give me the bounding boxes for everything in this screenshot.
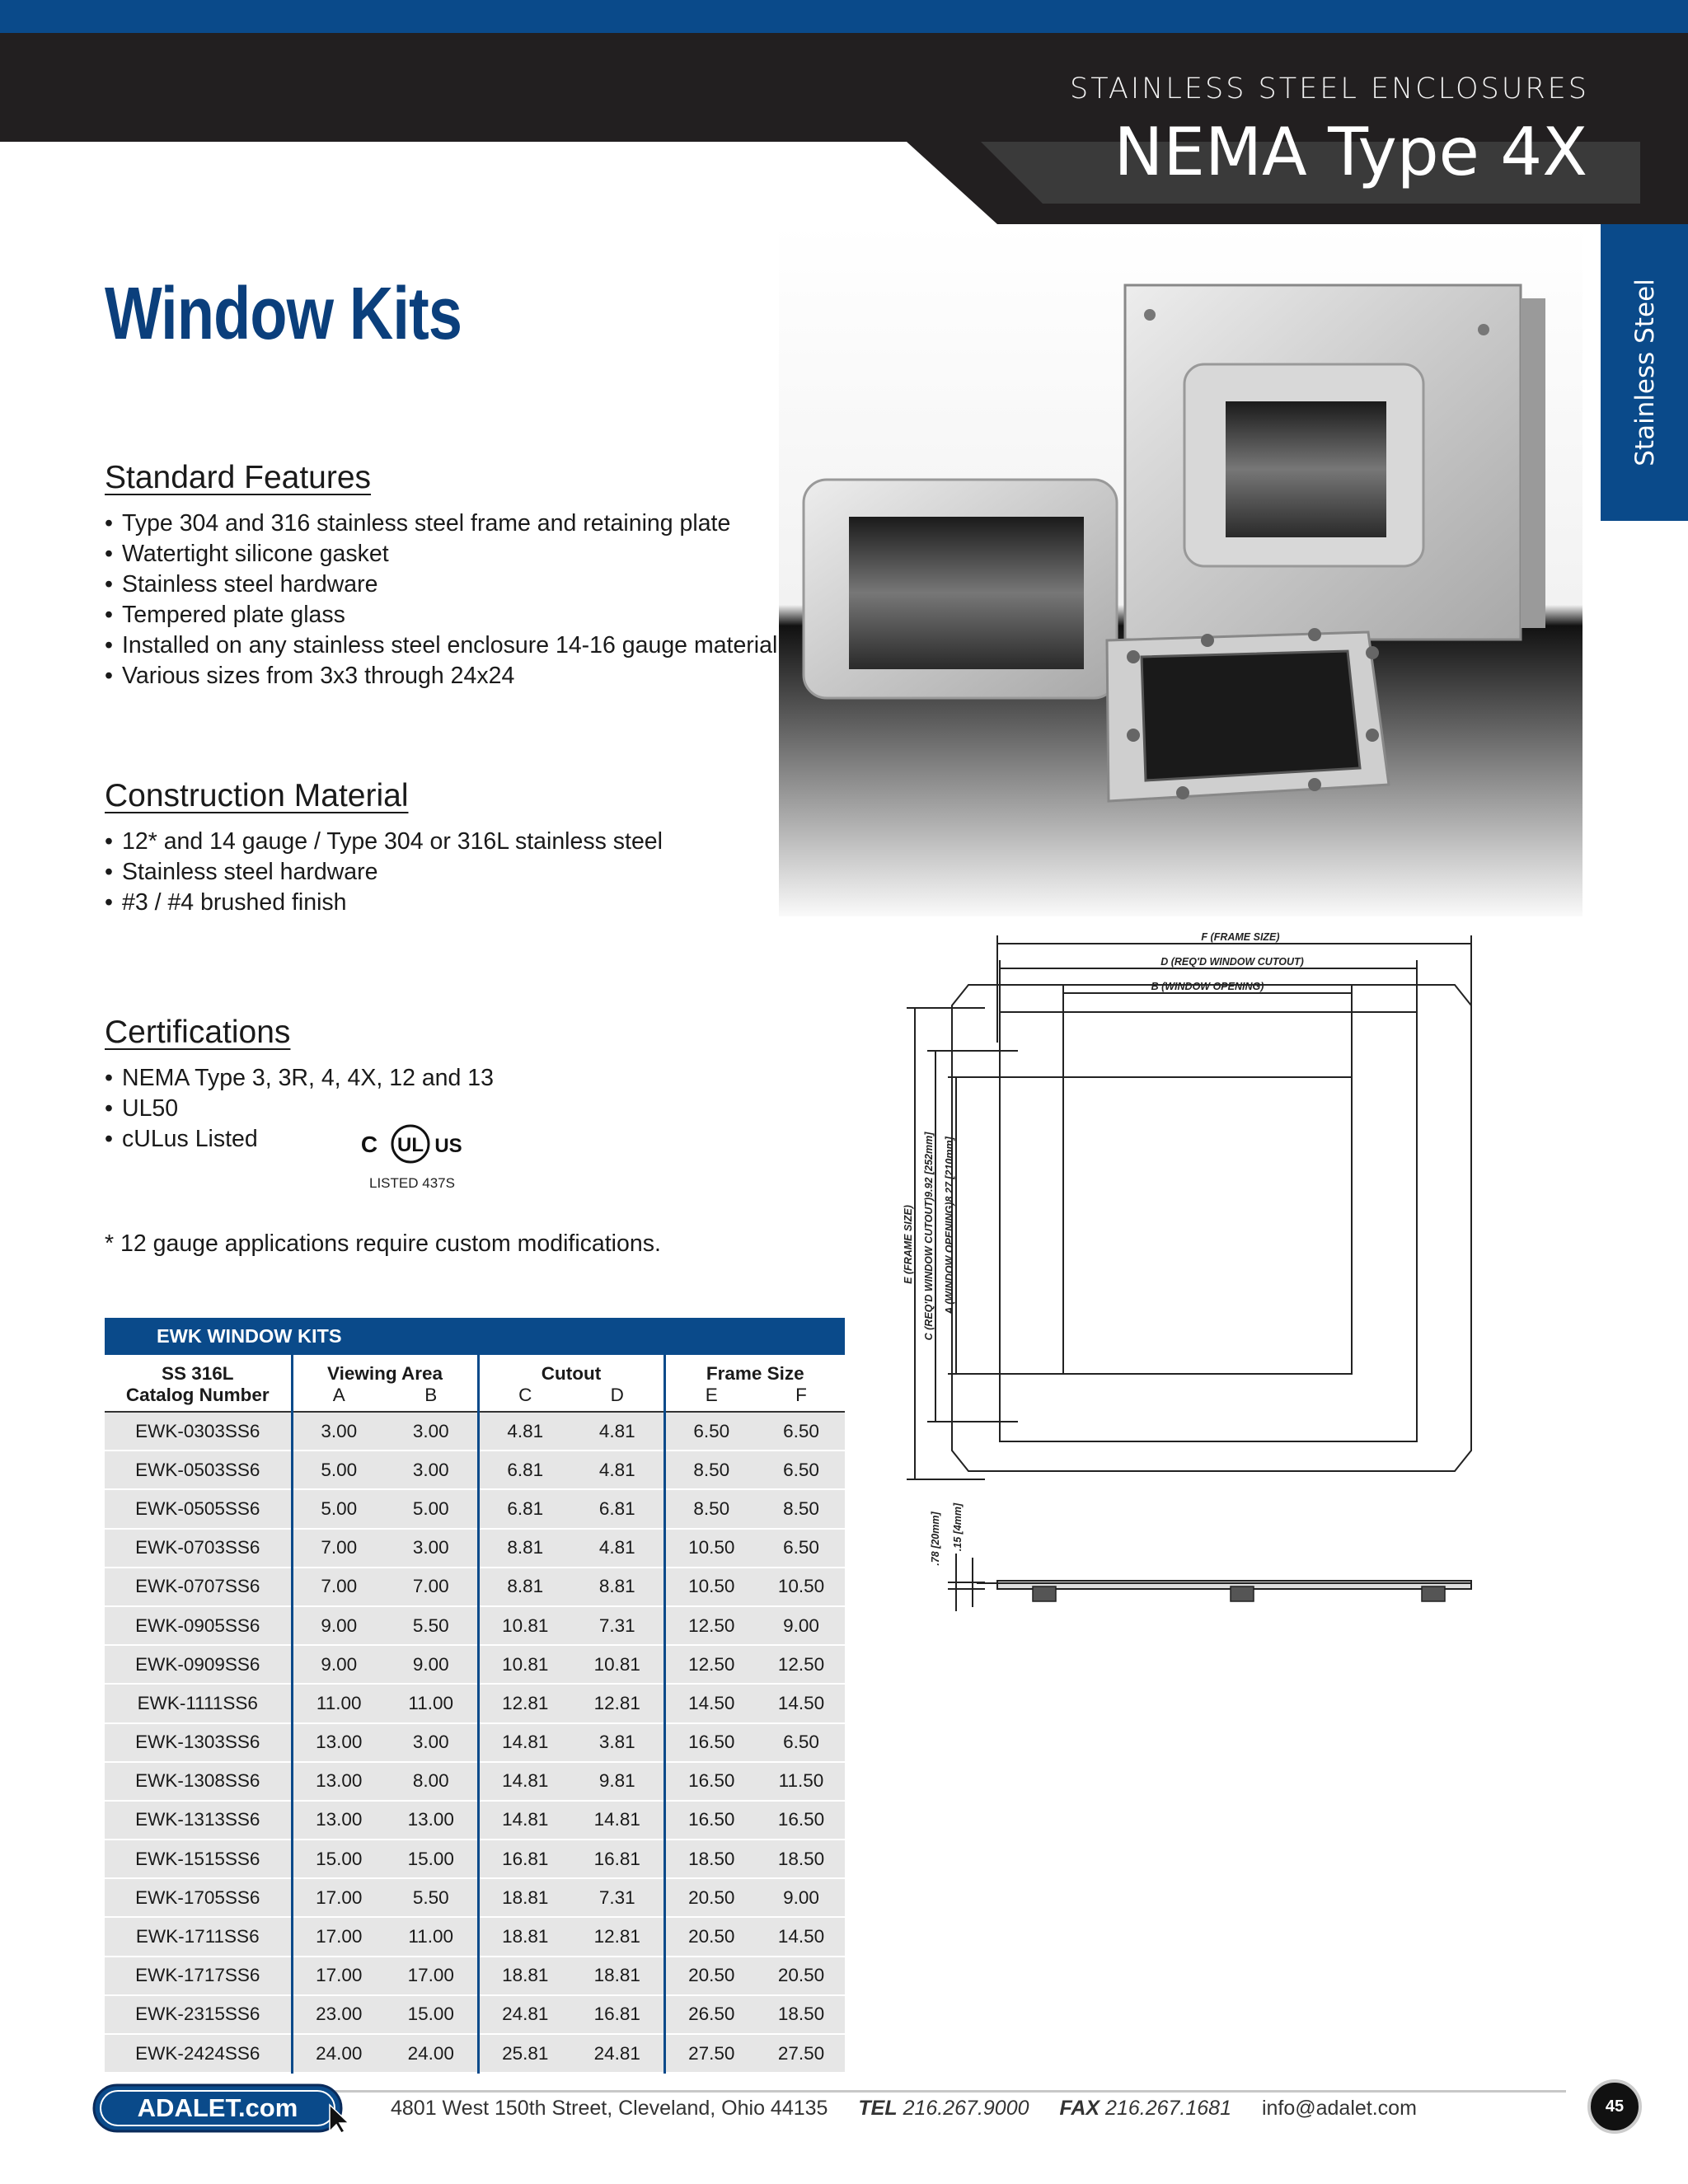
table-cell: 13.00: [292, 1801, 385, 1840]
table-cell: 3.00: [385, 1529, 478, 1568]
svg-text:.78 [20mm]: .78 [20mm]: [930, 1511, 941, 1566]
catalog-number-cell: EWK-0707SS6: [105, 1568, 292, 1606]
table-cell: 10.81: [571, 1645, 664, 1684]
standard-features-list: [105, 509, 777, 691]
table-cell: 4.81: [571, 1529, 664, 1568]
table-cell: 13.00: [292, 1723, 385, 1762]
table-cell: 5.00: [292, 1489, 385, 1528]
table-cell: 8.81: [478, 1568, 571, 1606]
window-kit-product-photo: [779, 224, 1582, 916]
table-cell: 20.50: [664, 1917, 757, 1956]
table-cell: 18.50: [664, 1840, 757, 1878]
table-cell: 24.81: [571, 2034, 664, 2073]
table-cell: 24.00: [385, 2034, 478, 2073]
table-cell: 7.00: [292, 1568, 385, 1606]
table-cell: 10.81: [478, 1606, 571, 1645]
page-title: Window Kits: [105, 273, 462, 355]
footer-contact: [391, 2097, 1417, 2121]
column-group-header: Viewing Area: [292, 1355, 478, 1385]
list-item: • Type 304 and 316 stainless steel frame and retaining plate: [105, 509, 777, 539]
window-kit-dimension-drawing: [894, 927, 1500, 1619]
top-accent-bar: [0, 0, 1688, 33]
list-item: • Installed on any stainless steel enclosure 14-16 gauge material: [105, 630, 777, 661]
construction-material-heading: Construction Material: [105, 778, 409, 813]
catalog-number-cell: EWK-2315SS6: [105, 1995, 292, 2034]
table-cell: 8.50: [664, 1451, 757, 1489]
catalog-number-cell: EWK-0905SS6: [105, 1606, 292, 1645]
catalog-number-cell: EWK-0909SS6: [105, 1645, 292, 1684]
table-cell: 10.81: [478, 1645, 571, 1684]
list-item: • Stainless steel hardware: [105, 857, 663, 888]
table-cell: 11.00: [292, 1684, 385, 1722]
table-cell: 6.81: [571, 1489, 664, 1528]
catalog-number-cell: EWK-1111SS6: [105, 1684, 292, 1722]
table-row: [105, 1412, 845, 1451]
table-cell: 12.50: [664, 1645, 757, 1684]
tel-label: TEL: [858, 2097, 898, 2120]
table-cell: 4.81: [571, 1451, 664, 1489]
table-cell: 16.81: [478, 1840, 571, 1878]
catalog-number-cell: EWK-1717SS6: [105, 1957, 292, 1995]
svg-text:C: C: [361, 1132, 378, 1157]
table-cell: 9.81: [571, 1762, 664, 1801]
table-cell: 9.00: [757, 1878, 845, 1917]
ul-listed-number: LISTED 437S: [369, 1175, 455, 1191]
footer-address: 4801 West 150th Street, Cleveland, Ohio 44135: [391, 2097, 828, 2120]
table-cell: 16.50: [757, 1801, 845, 1840]
table-cell: 3.00: [385, 1412, 478, 1451]
table-cell: 18.50: [757, 1995, 845, 2034]
catalog-number-cell: EWK-0505SS6: [105, 1489, 292, 1528]
column-header: C: [478, 1385, 571, 1412]
catalog-number-cell: EWK-1705SS6: [105, 1878, 292, 1917]
table-cell: 16.50: [664, 1723, 757, 1762]
table-row: [105, 1801, 845, 1840]
table-cell: 10.50: [757, 1568, 845, 1606]
side-tab: [1601, 224, 1688, 521]
table-cell: 8.00: [385, 1762, 478, 1801]
table-title: EWK WINDOW KITS: [105, 1318, 845, 1355]
catalog-number-cell: EWK-0503SS6: [105, 1451, 292, 1489]
table-row: [105, 1451, 845, 1489]
table-cell: 12.81: [571, 1917, 664, 1956]
svg-text:D (REQ'D WINDOW CUTOUT): D (REQ'D WINDOW CUTOUT): [1160, 956, 1304, 968]
table-row: [105, 1723, 845, 1762]
standard-features-heading: Standard Features: [105, 460, 372, 495]
list-item: • 12* and 14 gauge / Type 304 or 316L stainless steel: [105, 827, 663, 857]
table-cell: 20.50: [664, 1878, 757, 1917]
table-cell: 18.81: [478, 1878, 571, 1917]
table-cell: 10.50: [664, 1568, 757, 1606]
table-row: [105, 1606, 845, 1645]
table-cell: 6.50: [757, 1451, 845, 1489]
table-group-header-row: [105, 1355, 845, 1385]
table-cell: 10.50: [664, 1529, 757, 1568]
table-row: [105, 2034, 845, 2073]
table-cell: 18.50: [757, 1840, 845, 1878]
table-cell: 13.00: [292, 1762, 385, 1801]
table-cell: 18.81: [478, 1917, 571, 1956]
table-cell: 6.50: [757, 1723, 845, 1762]
table-body: [105, 1412, 845, 2073]
catalog-number-cell: EWK-1308SS6: [105, 1762, 292, 1801]
table-cell: 11.50: [757, 1762, 845, 1801]
table-cell: 12.81: [571, 1684, 664, 1722]
table-cell: 15.00: [292, 1840, 385, 1878]
table-cell: 17.00: [292, 1957, 385, 1995]
table-cell: 6.50: [757, 1412, 845, 1451]
column-header: F: [757, 1385, 845, 1412]
table-cell: 18.81: [571, 1957, 664, 1995]
fax-number: 216.267.1681: [1105, 2097, 1231, 2120]
table-cell: 14.81: [571, 1801, 664, 1840]
svg-text:F (FRAME SIZE): F (FRAME SIZE): [1201, 931, 1280, 943]
table-cell: 26.50: [664, 1995, 757, 2034]
svg-text:B (WINDOW OPENING): B (WINDOW OPENING): [1151, 981, 1264, 992]
table-cell: 4.81: [478, 1412, 571, 1451]
table-row: [105, 1568, 845, 1606]
table-row: [105, 1684, 845, 1722]
tel-number: 216.267.9000: [903, 2097, 1029, 2120]
table-cell: 16.81: [571, 1995, 664, 2034]
list-item: • Watertight silicone gasket: [105, 539, 777, 569]
table-cell: 6.81: [478, 1451, 571, 1489]
table-cell: 14.50: [757, 1917, 845, 1956]
table-cell: 5.50: [385, 1878, 478, 1917]
table-cell: 6.50: [664, 1412, 757, 1451]
table-cell: 5.50: [385, 1606, 478, 1645]
catalog-number-cell: EWK-1313SS6: [105, 1801, 292, 1840]
table-cell: 7.31: [571, 1878, 664, 1917]
table-cell: 4.81: [571, 1412, 664, 1451]
table-cell: 8.81: [571, 1568, 664, 1606]
table-cell: 12.81: [478, 1684, 571, 1722]
table-cell: 5.00: [385, 1489, 478, 1528]
list-item: • Various sizes from 3x3 through 24x24: [105, 661, 777, 691]
list-item: • NEMA Type 3, 3R, 4, 4X, 12 and 13: [105, 1063, 494, 1094]
catalog-number-cell: EWK-2424SS6: [105, 2034, 292, 2073]
table-cell: 9.00: [292, 1606, 385, 1645]
table-row: [105, 1957, 845, 1995]
table-cell: 20.50: [757, 1957, 845, 1995]
table-cell: 14.50: [757, 1684, 845, 1722]
table-cell: 9.00: [292, 1645, 385, 1684]
table-cell: 9.00: [385, 1645, 478, 1684]
catalog-number-cell: EWK-0703SS6: [105, 1529, 292, 1568]
table-cell: 8.50: [757, 1489, 845, 1528]
table-cell: 15.00: [385, 1840, 478, 1878]
table-cell: 14.81: [478, 1723, 571, 1762]
table-cell: 3.00: [385, 1723, 478, 1762]
side-tab-label: Stainless Steel: [1630, 279, 1660, 466]
column-group-header: Frame Size: [664, 1355, 845, 1385]
list-item: • #3 / #4 brushed finish: [105, 888, 663, 918]
column-header: A: [292, 1385, 385, 1412]
catalog-number-cell: EWK-0303SS6: [105, 1412, 292, 1451]
table-row: [105, 1995, 845, 2034]
table-cell: 14.81: [478, 1801, 571, 1840]
table-row: [105, 1645, 845, 1684]
list-item: • UL50: [105, 1094, 494, 1124]
column-group-header: SS 316L: [161, 1363, 234, 1384]
table-cell: 12.50: [664, 1606, 757, 1645]
svg-text:A (WINDOW OPENING)8.27 [210m: A (WINDOW OPENING)8.27 [210mm]: [944, 1137, 955, 1315]
catalog-number-cell: EWK-1711SS6: [105, 1917, 292, 1956]
table-row: [105, 1840, 845, 1878]
construction-material-list: [105, 827, 663, 918]
adalet-logo: [92, 2083, 358, 2133]
table-cell: 17.00: [385, 1957, 478, 1995]
table-cell: 17.00: [292, 1917, 385, 1956]
table-row: [105, 1489, 845, 1528]
table-cell: 7.00: [385, 1568, 478, 1606]
table-cell: 8.50: [664, 1489, 757, 1528]
table-cell: 17.00: [292, 1878, 385, 1917]
table-row: [105, 1762, 845, 1801]
table-cell: 14.50: [664, 1684, 757, 1722]
table-cell: 13.00: [385, 1801, 478, 1840]
ewk-window-kits-table: [105, 1355, 845, 2074]
catalog-number-cell: EWK-1303SS6: [105, 1723, 292, 1762]
table-cell: 20.50: [664, 1957, 757, 1995]
svg-text:.15 [4mm]: .15 [4mm]: [952, 1502, 964, 1552]
table-cell: 23.00: [292, 1995, 385, 2034]
column-header: B: [385, 1385, 478, 1412]
table-cell: 3.00: [385, 1451, 478, 1489]
column-header: E: [664, 1385, 757, 1412]
list-item: • cULus Listed: [105, 1124, 494, 1155]
table-cell: 6.81: [478, 1489, 571, 1528]
table-cell: 27.50: [757, 2034, 845, 2073]
header-category: STAINLESS STEEL ENCLOSURES: [1070, 73, 1589, 105]
svg-text:C (REQ'D WINDOW CUTOUT)9.92: C (REQ'D WINDOW CUTOUT)9.92 [252mm]: [923, 1132, 935, 1341]
list-item: • Stainless steel hardware: [105, 569, 777, 600]
fax-label: FAX: [1059, 2097, 1100, 2120]
table-cell: 18.81: [478, 1957, 571, 1995]
table-cell: 7.31: [571, 1606, 664, 1645]
svg-text:ADALET.com: ADALET.com: [137, 2093, 298, 2122]
table-cell: 11.00: [385, 1917, 478, 1956]
table-cell: 16.50: [664, 1762, 757, 1801]
table-cell: 24.00: [292, 2034, 385, 2073]
table-row: [105, 1529, 845, 1568]
header-title: NEMA Type 4X: [1114, 114, 1587, 190]
svg-text:US: US: [434, 1135, 462, 1157]
table-cell: 8.81: [478, 1529, 571, 1568]
table-cell: 9.00: [757, 1606, 845, 1645]
svg-text:UL: UL: [397, 1134, 424, 1156]
table-cell: 3.81: [571, 1723, 664, 1762]
footer-divider: [330, 2090, 1566, 2093]
table-cell: 14.81: [478, 1762, 571, 1801]
page-number: 45: [1587, 2079, 1642, 2134]
list-item: • Tempered plate glass: [105, 600, 777, 630]
table-cell: 3.00: [292, 1412, 385, 1451]
table-cell: 7.00: [292, 1529, 385, 1568]
column-header: D: [571, 1385, 664, 1412]
table-cell: 5.00: [292, 1451, 385, 1489]
footer-email[interactable]: info@adalet.com: [1261, 2097, 1417, 2120]
svg-text:E (FRAME SIZE): E (FRAME SIZE): [903, 1205, 914, 1284]
table-cell: 15.00: [385, 1995, 478, 2034]
gauge-note: * 12 gauge applications require custom modifications.: [105, 1230, 661, 1257]
table-cell: 11.00: [385, 1684, 478, 1722]
column-header: Catalog Number: [105, 1385, 292, 1412]
table-cell: 24.81: [478, 1995, 571, 2034]
table-cell: 16.50: [664, 1801, 757, 1840]
table-cell: 6.50: [757, 1529, 845, 1568]
table-cell: 12.50: [757, 1645, 845, 1684]
table-row: [105, 1878, 845, 1917]
table-row: [105, 1917, 845, 1956]
table-cell: 27.50: [664, 2034, 757, 2073]
table-cell: 16.81: [571, 1840, 664, 1878]
table-cell: 25.81: [478, 2034, 571, 2073]
catalog-number-cell: EWK-1515SS6: [105, 1840, 292, 1878]
certifications-heading: Certifications: [105, 1015, 291, 1050]
table-sub-header-row: [105, 1385, 845, 1412]
column-group-header: Cutout: [478, 1355, 664, 1385]
